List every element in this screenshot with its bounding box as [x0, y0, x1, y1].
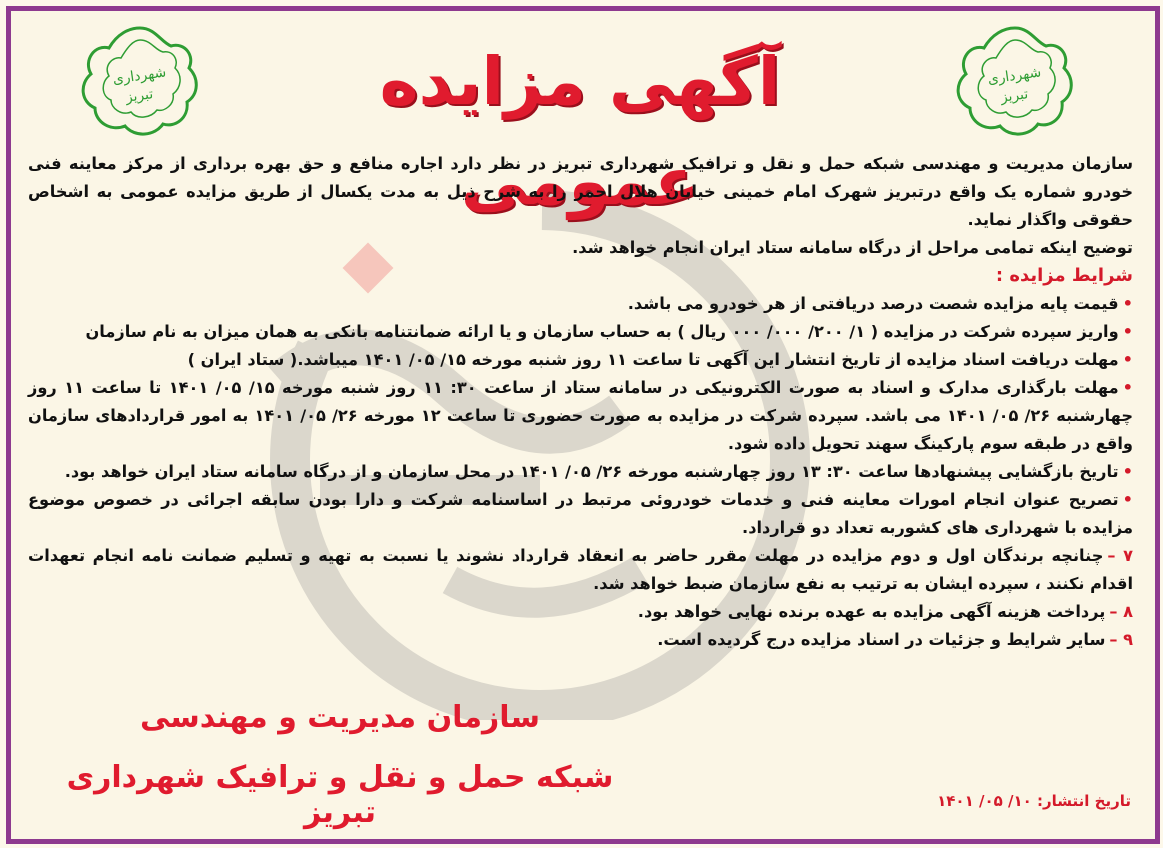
condition-marker: •: [1122, 462, 1133, 481]
municipality-seal-left: [75, 22, 205, 140]
condition-marker: ۸ –: [1109, 602, 1133, 621]
notice-body: [28, 150, 1133, 654]
condition-text: پرداخت هزینه آگهی مزایده به عهده برنده نهایی خواهد بود.: [637, 602, 1106, 621]
condition-item: [28, 458, 1133, 486]
condition-text: مهلت دریافت اسناد مزایده از تاریخ انتشار این آگهی تا ساعت ۱۱ روز شنبه مورخه ۱۵/ ۰۵/ ۱۴۰۱ میباشد.( ستاد ایران ): [187, 350, 1119, 369]
notice-title: آگهی مزایده عمومی: [379, 43, 781, 220]
condition-text: مهلت بارگذاری مدارک و اسناد به صورت الکترونیکی در سامانه ستاد از ساعت ۳۰: ۱۱ روز شنبه مورخه ۱۵/ ۰۵/ ۱۴۰۱ تا ساعت ۱۱ روز چهارشنبه ۲۶/ ۰۵/ ۱۴۰۱ می باشد. سپرده شرکت در مزایده به صورت حضوری تا ساعت ۱۲ مورخه ۲۶/ ۰۵/ ۱۴۰۱ به امور قراردادهای سازمان واقع در طبقه سوم پارکینگ سهند تحویل داده شود.: [28, 378, 1133, 453]
intro-note: توضیح اینکه تمامی مراحل از درگاه سامانه ستاد ایران انجام خواهد شد.: [572, 238, 1133, 257]
condition-text: قیمت پایه مزایده شصت درصد دریافتی از هر خودرو می باشد.: [627, 294, 1119, 313]
seal-text-top: شهرداری: [111, 64, 168, 88]
condition-marker: •: [1122, 378, 1133, 397]
condition-item: [28, 318, 1133, 346]
signature-line-1: سازمان مدیریت و مهندسی: [139, 700, 541, 735]
condition-marker: •: [1122, 350, 1133, 369]
condition-text: واریز سپرده شرکت در مزایده ( ۱/ ۲۰۰/ ۰۰۰/ ۰۰۰ ریال ) به حساب سازمان و یا ارائه ضمانتنامه بانکی به همان میزان به نام سازمان: [85, 322, 1119, 341]
condition-text: سایر شرایط و جزئیات در اسناد مزایده درج گردیده است.: [657, 630, 1106, 649]
condition-text: چنانچه برندگان اول و دوم مزایده در مهلت مقرر حاضر به انعقاد قرارداد نشوند یا نسبت به تهیه و تسلیم ضمانت نامه انجام تعهدات اقدام نکنند ، سپرده ایشان به ترتیب به نفع سازمان ضبط خواهد شد.: [28, 546, 1133, 593]
conditions-list: [28, 290, 1133, 654]
condition-text: تاریخ بازگشایی پیشنهادها ساعت ۳۰: ۱۳ روز چهارشنبه مورخه ۲۶/ ۰۵/ ۱۴۰۱ در محل سازمان و از درگاه سامانه ستاد ایران خواهد بود.: [64, 462, 1119, 481]
condition-item: [613, 598, 1133, 626]
signature-line-2: شبکه حمل و نقل و ترافیک شهرداری تبریز: [66, 760, 614, 830]
seal-text-bottom: تبریز: [999, 86, 1030, 106]
condition-marker: ۹ –: [1109, 630, 1133, 649]
condition-marker: •: [1122, 322, 1133, 341]
municipality-seal-right: [950, 22, 1080, 140]
seal-text-top: شهرداری: [986, 64, 1043, 88]
seal-text-bottom: تبریز: [124, 86, 155, 106]
condition-item: [28, 374, 1133, 458]
intro-paragraph: سازمان مدیریت و مهندسی شبکه حمل و نقل و ترافیک شهرداری تبریز در نظر دارد اجاره منافع و حق بهره برداری از مرکز معاینه فنی خودرو شماره یک واقع درتبریز شهرک امام خمینی خیابان هلال احمر را به شرح ذیل به مدت یکسال از طریق مزایده عمومی به اشخاص حقوقی واگذار نماید.: [28, 154, 1133, 229]
condition-item: [613, 626, 1133, 654]
condition-marker: •: [1122, 490, 1133, 509]
condition-text: تصریح عنوان انجام امورات معاینه فنی و خدمات خودروئی مرتبط در اساسنامه شرکت و دارا بودن سابقه اجرائی در خصوص موضوع مزایده با شهرداری های کشوربه تعداد دو قرارداد.: [28, 490, 1133, 537]
condition-item: [28, 542, 1133, 598]
conditions-heading: شرایط مزایده :: [995, 265, 1133, 286]
condition-marker: •: [1122, 294, 1133, 313]
condition-item: [28, 346, 1133, 374]
condition-item: [28, 290, 1133, 318]
publish-date: تاریخ انتشار: ۱۰/ ۰۵/ ۱۴۰۱: [937, 792, 1131, 810]
condition-item: [28, 486, 1133, 542]
condition-marker: ۷ –: [1107, 546, 1133, 565]
